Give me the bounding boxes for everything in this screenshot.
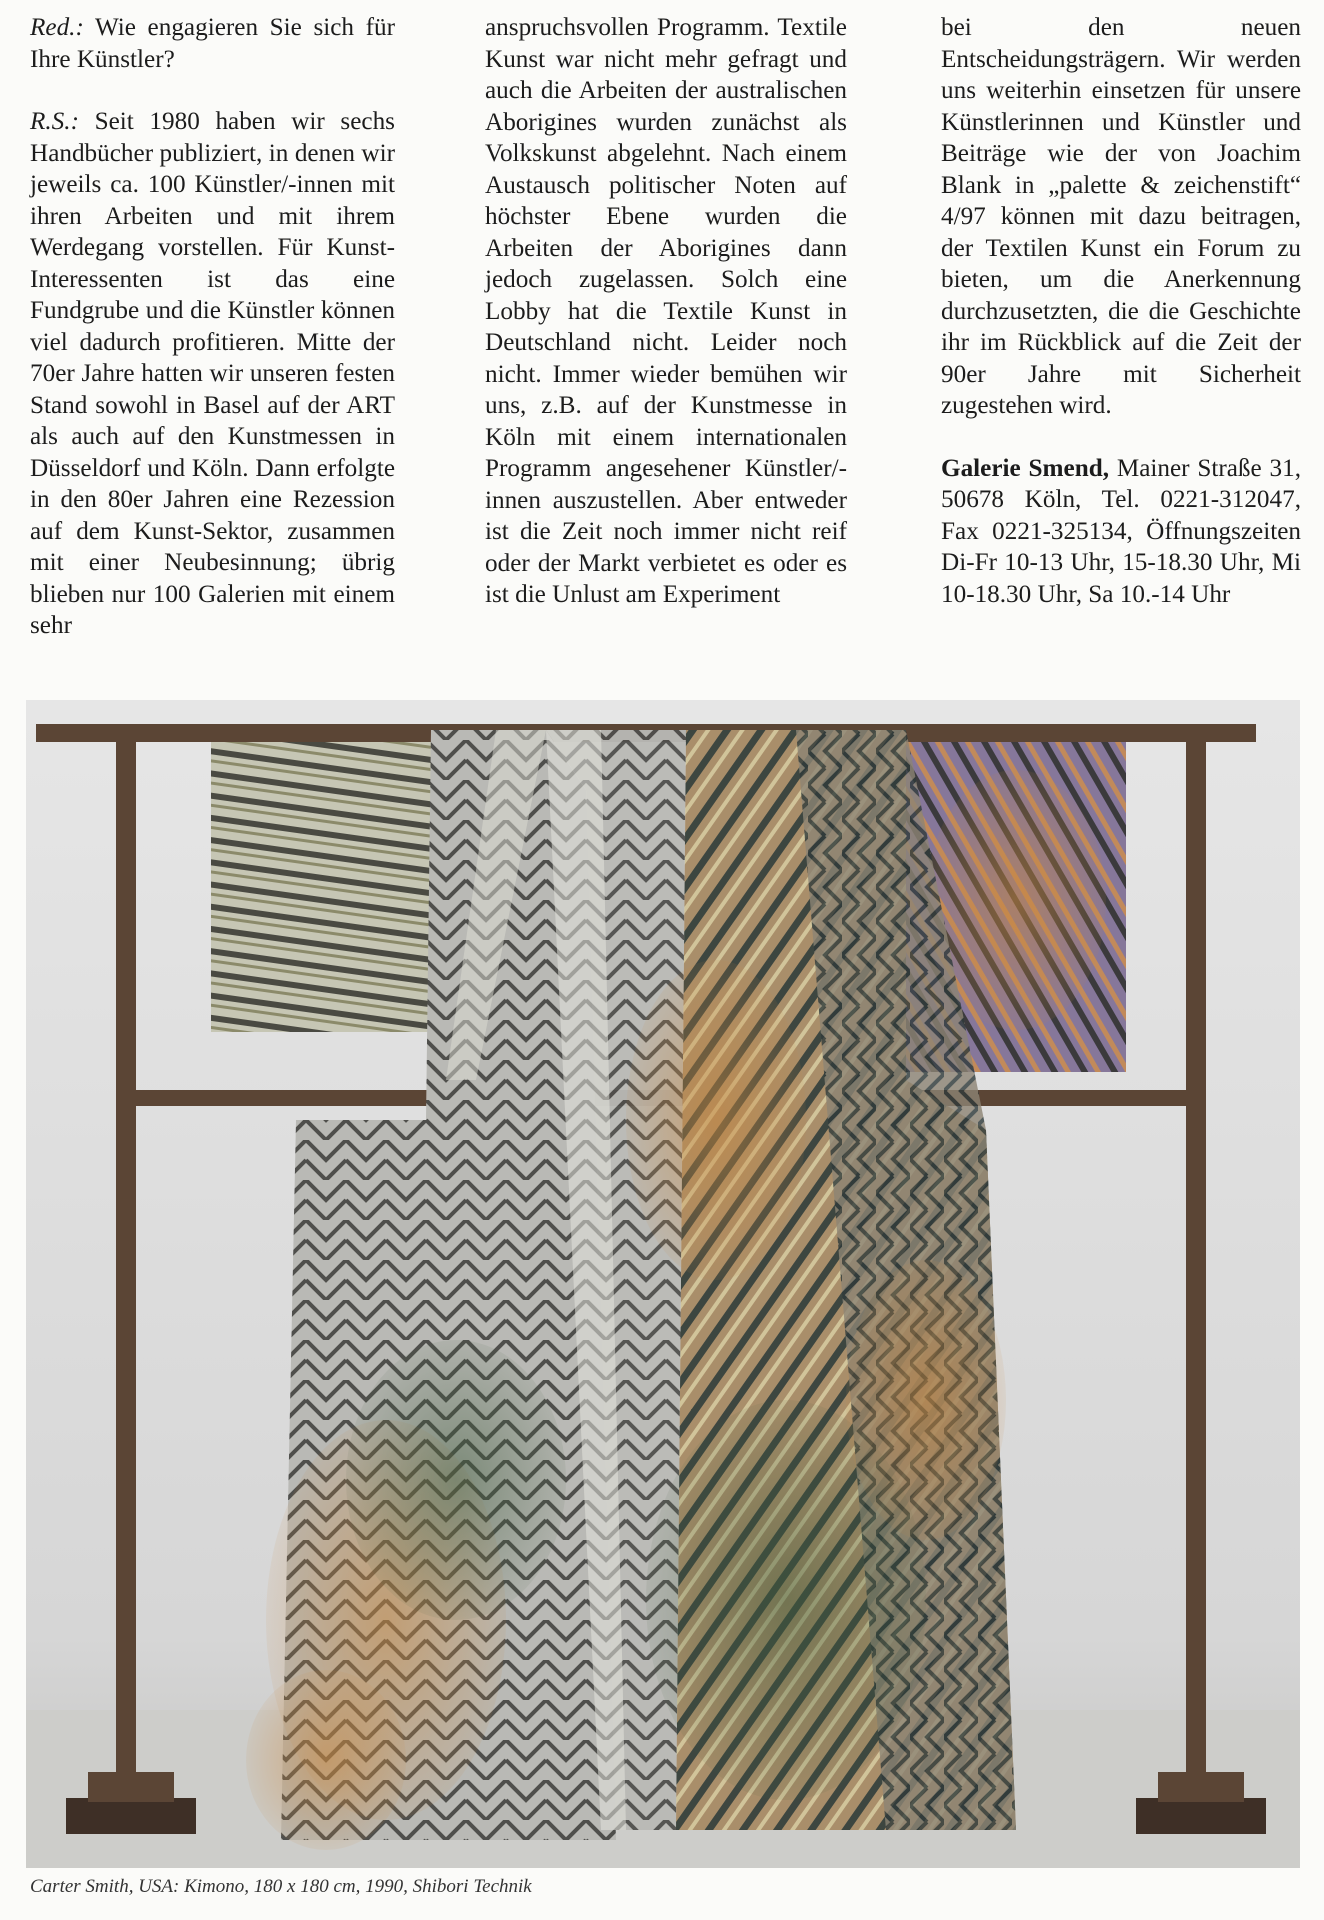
speaker-rs: R.S.: — [30, 108, 79, 135]
answer-text: Seit 1980 haben wir sechs Handbücher publiziert, in denen wir jeweils ca. 100 Künstler/-innen mit ihren Arbeiten und mit ihrem Werdegang vorstellen. Für Kunst-Interessenten ist das eine Fundgrube und die Künstler können viel dadurch profitieren. Mitte der 70er Jahre hatten wir unseren festen Stand sowohl in Basel auf der ART als auch auf den Kunstmessen in Düsseldorf und Köln. Dann erfolgte in den 80er Jahren eine Rezession auf dem Kunst-Sektor, zusammen mit einer Neubesinnung; übrig blieben nur 100 Galerien mit einem sehr — [30, 108, 395, 639]
left-sleeve — [211, 742, 431, 1032]
paragraph-closing: bei den neuen Entscheidungsträgern. Wir werden uns weiterhin einsetzen für unsere Künstlerinnen und Künstler und Beiträge wie der von Joachim Blank in „palette & zeichenstift“ 4/97 können mit dazu beitragen, der Textilen Kunst ein Forum zu bieten, um die Anerkennung durchzusetzten, die die Geschichte ihr im Rückblick auf die Zeit der 90er Jahre mit Sicherheit zugestehen wird. — [941, 14, 1301, 419]
text-column-1 — [30, 12, 395, 642]
kimono-illustration — [26, 700, 1300, 1868]
speaker-red: Red.: — [30, 14, 84, 41]
gallery-address: Mainer Straße 31, 50678 Köln, Tel. 0221-312047, Fax 0221-325134, Öffnungszeiten Di-Fr 10-13 Uhr, 15-18.30 Uhr, Mi 10-18.30 Uhr, Sa 10.-14 Uhr — [941, 454, 1301, 608]
kimono-photo — [26, 700, 1300, 1868]
paragraph-question — [30, 12, 395, 75]
text-column-3 — [941, 12, 1301, 610]
paragraph-continued: anspruchsvollen Programm. Textile Kunst war nicht mehr gefragt und auch die Arbeiten der australischen Aborigines wurden zunächst als Volkskunst abgelehnt. Nach einem Austausch politischer Noten auf höchster Ebene wurden die Arbeiten der Aborigines dann jedoch zugelassen. Solch eine Lobby hat die Textile Kunst in Deutschland nicht. Leider noch nicht. Immer wieder bemühen wir uns, z.B. auf der Kunstmesse in Köln mit einem internationalen Programm angesehener Künstler/-innen auszustellen. Aber entweder ist die Zeit noch immer nicht reif oder der Markt verbietet es oder es ist die Unlust am Experiment — [485, 14, 847, 608]
text-column-2 — [485, 12, 847, 611]
gallery-name: Galerie Smend, — [941, 454, 1110, 482]
gallery-info — [941, 453, 1301, 611]
question-text: Wie engagieren Sie sich für Ihre Künstler? — [30, 14, 395, 73]
article-text — [30, 12, 1300, 672]
paragraph-answer — [30, 106, 395, 642]
photo-caption: Carter Smith, USA: Kimono, 180 x 180 cm, 1990, Shibori Technik — [30, 1876, 532, 1897]
